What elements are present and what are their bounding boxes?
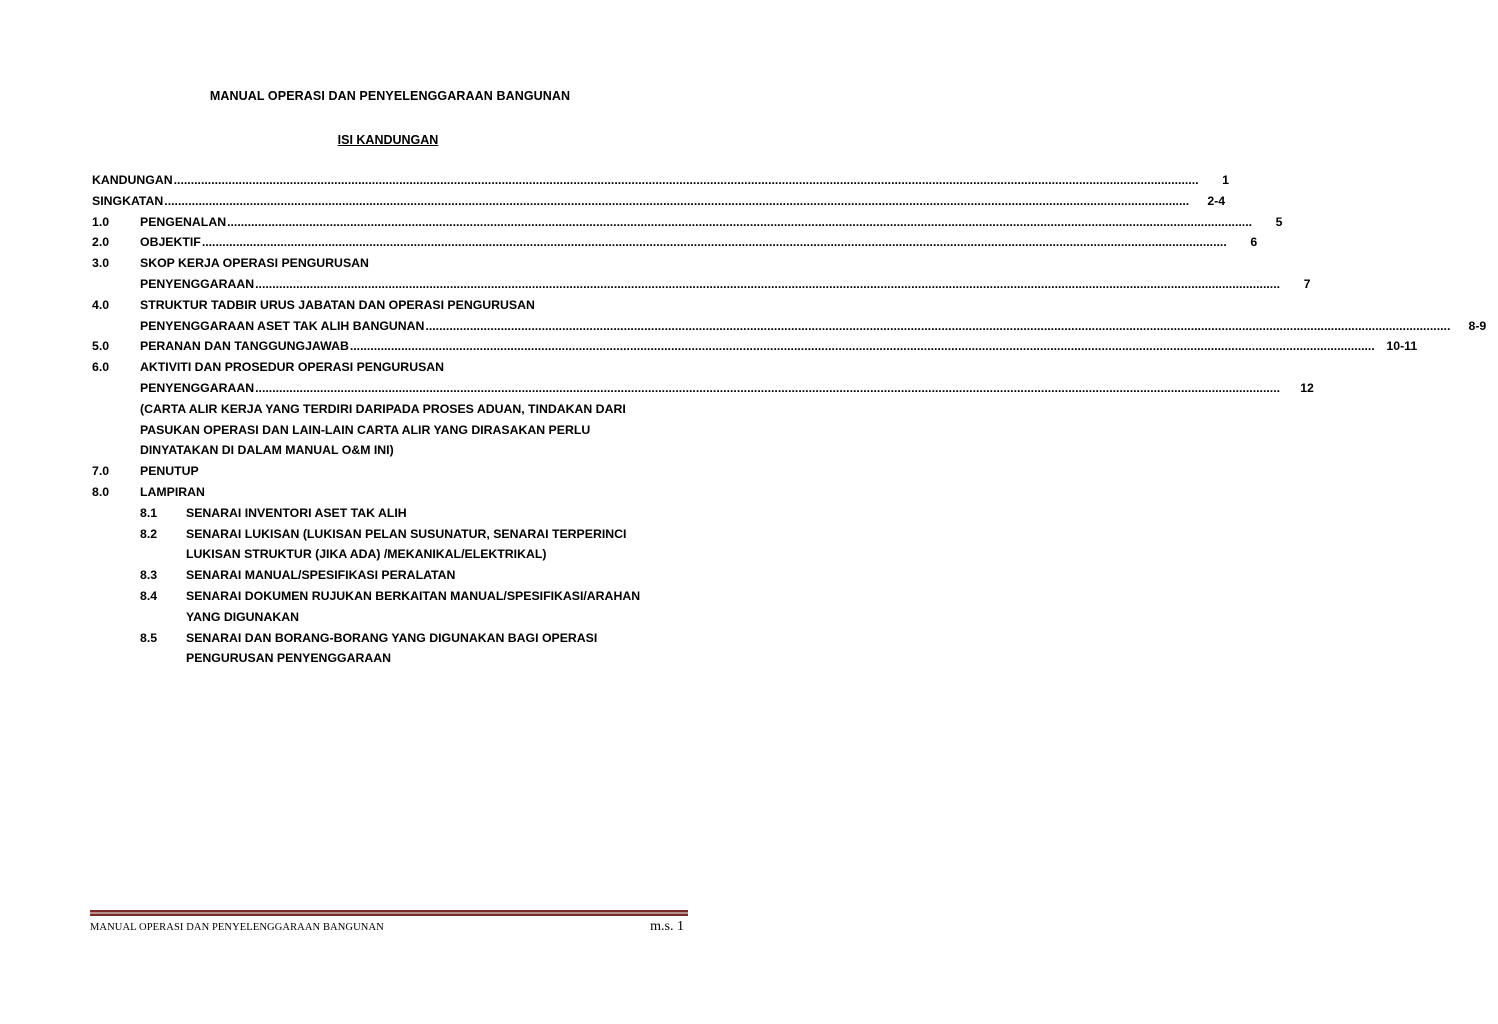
footer-title: MANUAL OPERASI DAN PENYELENGGARAAN BANGUNAN [90, 922, 384, 933]
toc-entry-label: SINGKATAN [92, 193, 164, 208]
toc-subentry [92, 607, 682, 628]
toc-entry-label: PENYENGGARAAN [140, 276, 255, 291]
toc-entry [92, 232, 1258, 253]
toc-entry-label: PENYENGGARAAN [140, 380, 255, 395]
toc-entry-label: SKOP KERJA OPERASI PENGURUSAN [140, 256, 369, 271]
toc-subentry-number: 8.2 [140, 526, 158, 541]
toc-entry-label: PASUKAN OPERASI DAN LAIN-LAIN CARTA ALIR YANG DIRASAKAN PERLU [140, 422, 591, 437]
toc-entry [92, 253, 682, 274]
toc-entry [92, 295, 682, 316]
toc-subentry [92, 503, 682, 524]
toc-entry [92, 212, 1283, 233]
toc-entry-number: 4.0 [92, 297, 110, 312]
toc-subentry-number: 8.4 [140, 588, 158, 603]
toc-entry [92, 440, 682, 461]
toc-entry-number: 2.0 [92, 235, 110, 250]
toc-subentry-number: 8.1 [140, 505, 158, 520]
dot-leader: ............................................................................................................................................................................................................................................................................................................ [349, 339, 1375, 354]
toc-subentry-label: SENARAI MANUAL/SPESIFIKASI PERALATAN [186, 568, 456, 583]
toc-entry-label: KANDUNGAN [92, 173, 173, 187]
dot-leader: ............................................................................................................................................................................................................................................................................................................ [227, 214, 1253, 229]
page-number: m.s. 1 [650, 919, 684, 934]
toc-entry [92, 316, 1487, 337]
toc-entry [92, 482, 682, 503]
toc-entry [92, 378, 1314, 399]
toc-subentry-label: LUKISAN STRUKTUR (JIKA ADA) /MEKANIKAL/ELEKTRIKAL) [186, 547, 547, 562]
toc-subentry-label: SENARAI DOKUMEN RUJUKAN BERKAITAN MANUAL/SPESIFIKASI/ARAHAN [186, 588, 641, 603]
dot-leader: ............................................................................................................................................................................................................................................................................................................ [255, 276, 1281, 291]
toc-entry-label: OBJEKTIF [140, 235, 201, 250]
toc-subentry [92, 586, 682, 607]
toc-entry [92, 461, 682, 482]
toc-entry-page: 1 [1222, 173, 1229, 187]
toc-entry-page: 5 [1275, 214, 1283, 229]
toc-entry-number: 7.0 [92, 464, 110, 479]
toc-subentry-label: SENARAI INVENTORI ASET TAK ALIH [186, 505, 407, 520]
toc-entry-label: PENYENGGARAAN ASET TAK ALIH BANGUNAN [140, 318, 425, 333]
toc-subentry-number: 8.5 [140, 630, 158, 645]
toc-entry-label: AKTIVITI DAN PROSEDUR OPERASI PENGURUSAN [140, 360, 445, 375]
toc-entry-label: PENGENALAN [140, 214, 227, 229]
toc-subentry-label: SENARAI LUKISAN (LUKISAN PELAN SUSUNATUR, SENARAI TERPERINCI [186, 526, 627, 541]
toc-entry [92, 274, 1311, 295]
toc-entry-label: LAMPIRAN [140, 484, 205, 499]
toc-heading: ISI KANDUNGAN [337, 133, 439, 147]
toc-entry-page: 8-9 [1468, 318, 1487, 333]
toc-entry-page: 2-4 [1207, 193, 1226, 208]
dot-leader: ............................................................................................................................................................................................................................................................................................................ [173, 173, 1199, 187]
toc-entry [92, 191, 1226, 212]
footer-divider [90, 910, 688, 916]
toc-entry-number: 3.0 [92, 256, 110, 271]
toc-entry-label: DINYATAKAN DI DALAM MANUAL O&M INI) [140, 443, 394, 458]
dot-leader: ............................................................................................................................................................................................................................................................................................................ [255, 380, 1281, 395]
toc-entry [92, 399, 682, 420]
toc-entry [92, 420, 682, 441]
toc-entry-page: 6 [1250, 235, 1258, 250]
toc-subentry [92, 544, 682, 565]
table-of-contents [92, 170, 1487, 669]
toc-subentry [92, 565, 682, 586]
toc-entry-page: 12 [1300, 380, 1314, 395]
toc-entry-number: 1.0 [92, 214, 110, 229]
toc-subentry [92, 648, 682, 669]
toc-subentry [92, 628, 682, 649]
toc-subentry-label: YANG DIGUNAKAN [186, 609, 299, 624]
toc-subentry-number: 8.3 [140, 568, 158, 583]
toc-entry-page: 10-11 [1386, 339, 1418, 354]
toc-subentry [92, 524, 682, 545]
toc-entry-label: PENUTUP [140, 464, 199, 479]
toc-entry-label: (CARTA ALIR KERJA YANG TERDIRI DARIPADA PROSES ADUAN, TINDAKAN DARI [140, 401, 626, 416]
dot-leader: ............................................................................................................................................................................................................................................................................................................ [201, 235, 1227, 250]
toc-entry-label: STRUKTUR TADBIR URUS JABATAN DAN OPERASI PENGURUSAN [140, 297, 535, 312]
document-title: MANUAL OPERASI DAN PENYELENGGARAAN BANGUNAN [209, 89, 571, 103]
dot-leader: ............................................................................................................................................................................................................................................................................................................ [425, 318, 1451, 333]
toc-entry-number: 6.0 [92, 360, 110, 375]
toc-entry-number: 8.0 [92, 484, 110, 499]
toc-entry-page: 7 [1303, 276, 1311, 291]
toc-entry [92, 357, 682, 378]
toc-subentry-label: SENARAI DAN BORANG-BORANG YANG DIGUNAKAN BAGI OPERASI [186, 630, 598, 645]
toc-entry [92, 336, 1418, 357]
dot-leader: ............................................................................................................................................................................................................................................................................................................ [164, 193, 1190, 208]
toc-entry-label: PERANAN DAN TANGGUNGJAWAB [140, 339, 349, 354]
toc-entry-number: 5.0 [92, 339, 110, 354]
toc-subentry-label: PENGURUSAN PENYENGGARAAN [186, 651, 391, 666]
toc-entry [92, 170, 1229, 191]
